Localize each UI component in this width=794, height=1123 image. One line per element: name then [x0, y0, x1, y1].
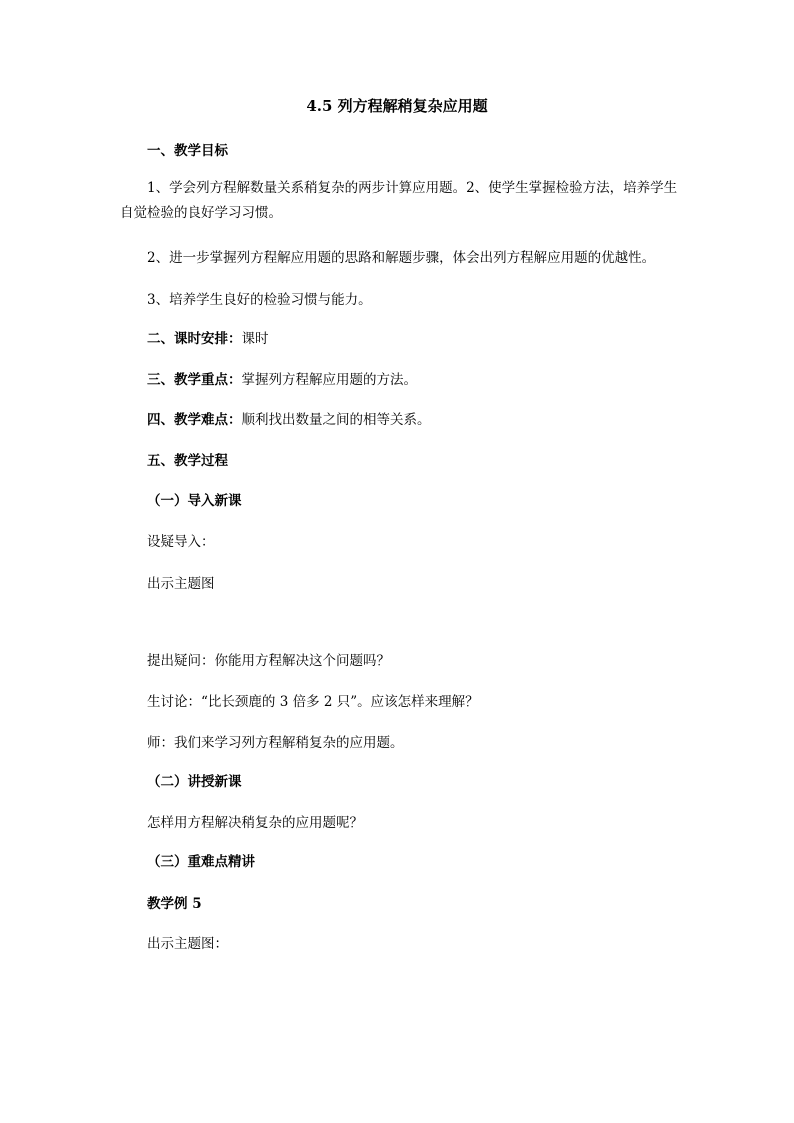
intro-line-1: 设疑导入： [147, 534, 215, 550]
new-lesson-line: 怎样用方程解决稍复杂的应用题呢？ [147, 815, 363, 831]
key-difficult-heading: （三）重难点精讲 [147, 854, 255, 870]
example-line: 出示主题图： [147, 936, 228, 952]
objective-3: 3、培养学生良好的检验习惯与能力。 [147, 292, 372, 308]
document-title: 4.5 列方程解稍复杂应用题 [306, 97, 488, 115]
intro-heading: （一）导入新课 [147, 493, 242, 509]
key-point-value: 掌握列方程解应用题的方法。 [241, 372, 417, 388]
question-line: 提出疑问：你能用方程解决这个问题吗？ [147, 653, 390, 669]
difficulty-label: 四、教学难点： [147, 412, 242, 428]
schedule-label: 二、课时安排： [147, 331, 242, 347]
example-heading: 教学例 5 [147, 896, 202, 912]
process-heading: 五、教学过程 [147, 453, 228, 469]
objective-1: 1、学会列方程解数量关系稍复杂的两步计算应用题。2、使学生掌握检验方法，培养学生自觉检验的良好学习习惯。 [120, 180, 678, 221]
intro-line-2: 出示主题图 [147, 576, 215, 592]
new-lesson-heading: （二）讲授新课 [147, 774, 242, 790]
key-point-label: 三、教学重点： [147, 372, 242, 388]
discussion-line: 生讨论：“比长颈鹿的 3 倍多 2 只”。应该怎样来理解？ [147, 694, 479, 710]
teacher-line: 师：我们来学习列方程解稍复杂的应用题。 [147, 735, 404, 751]
schedule-row [147, 329, 269, 349]
objectives-heading: 一、教学目标 [147, 143, 228, 159]
objective-2: 2、进一步掌握列方程解应用题的思路和解题步骤，体会出列方程解应用题的优越性。 [147, 250, 656, 266]
difficulty-row [147, 410, 431, 430]
key-point-row [147, 370, 417, 390]
difficulty-value: 顺利找出数量之间的相等关系。 [241, 412, 431, 428]
schedule-value: 课时 [241, 331, 269, 347]
